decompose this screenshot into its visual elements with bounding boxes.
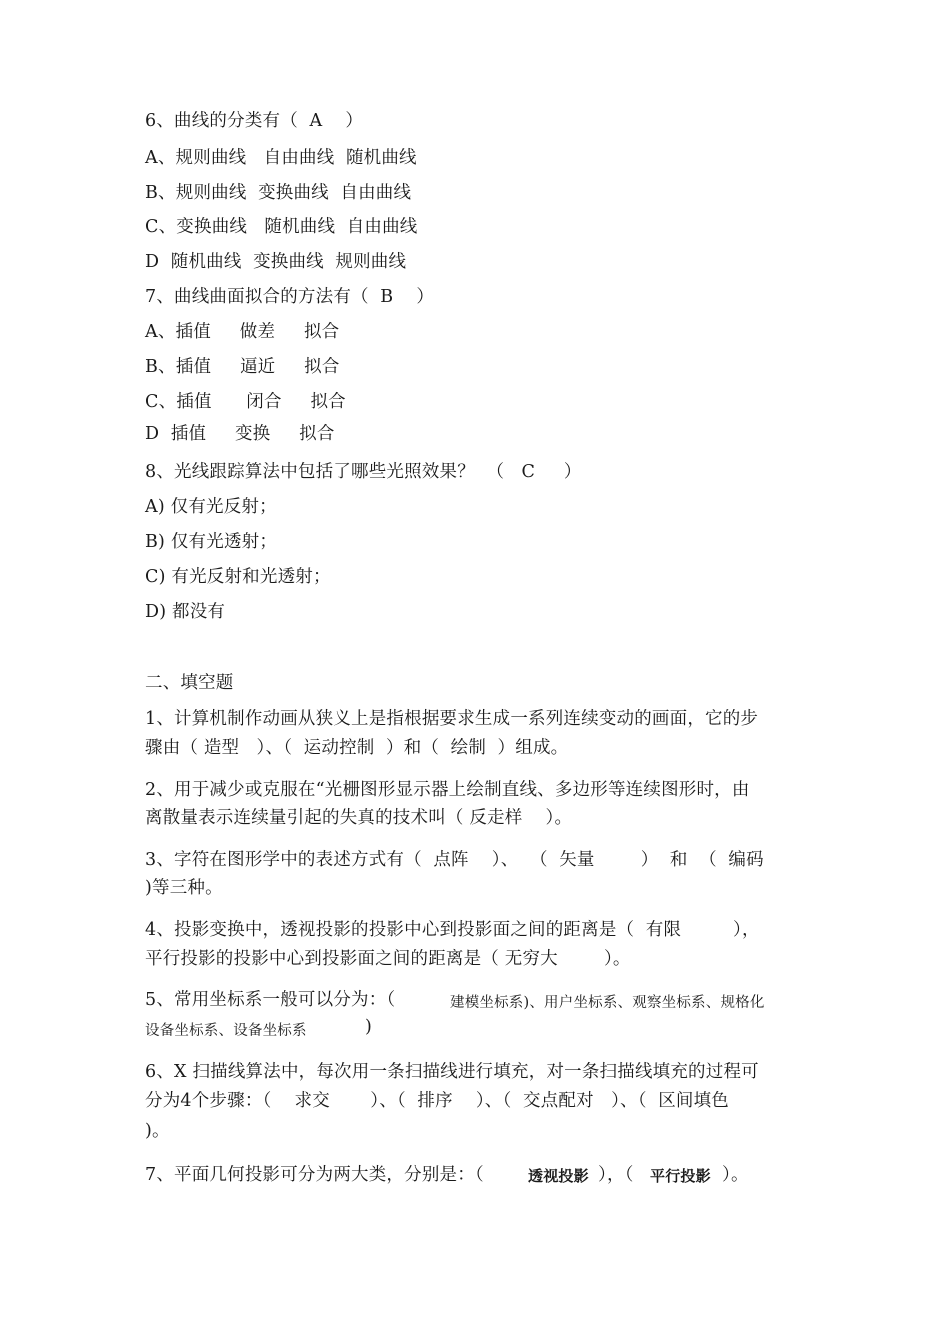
option-b: B、规则曲线 变换曲线 自由曲线 [145,183,412,203]
fill-question-6-end: )。 [145,1121,170,1141]
fill-question-1-cont: 骤由（ 造型 ）、（ 运动控制 ）和（ 绘制 ）组成。 [145,738,569,758]
option-d: D 随机曲线 变换曲线 规则曲线 [145,252,407,272]
option-d: D) 都没有 [145,602,226,622]
fill-question-7-answer-2: 平行投影 [650,1167,711,1185]
option-a: A、插值 做差 拟合 [145,322,340,342]
fill-question-3: 3、字符在图形学中的表述方式有（ 点阵 ）、 （ 矢量 ） 和 （ 编码 [145,850,764,870]
fill-question-5-answer: 建模坐标系)、用户坐标系、观察坐标系、规格化 [450,995,765,1011]
question-7: 7、曲线曲面拟合的方法有（ B ） [145,287,435,307]
fill-question-5: 5、常用坐标系一般可以分为：（ [145,990,396,1010]
fill-question-6-cont: 分为4个步骤：（ 求交 ）、（ 排序 ）、（ 交点配对 ）、（ 区间填色 [145,1091,729,1111]
fill-question-5-cont: 设备坐标系、设备坐标系 [145,1023,307,1039]
option-d: D 插值 变换 拟合 [145,424,335,444]
option-c: C、插值 闭合 拟合 [145,392,346,412]
option-a: A、规则曲线 自由曲线 随机曲线 [145,148,417,168]
fill-question-5-paren: ) [365,1017,373,1037]
section-heading: 二、填空题 [145,673,234,693]
fill-question-7-separator: ），（ [598,1165,634,1185]
fill-question-7: 7、平面几何投影可分为两大类，分别是：（ [145,1165,484,1185]
option-b: B) 仅有光透射； [145,532,278,552]
option-a: A) 仅有光反射； [145,497,277,517]
fill-question-7-answer-1: 透视投影 [528,1167,589,1185]
fill-question-3-cont: )等三种。 [145,878,223,898]
fill-question-2: 2、用于减少或克服在“光栅图形显示器上绘制直线、多边形等连续图形时，由 [145,780,750,800]
option-c: C) 有光反射和光透射； [145,567,331,587]
fill-question-1: 1、计算机制作动画从狭义上是指根据要求生成一系列连续变动的画面，它的步 [145,709,759,729]
fill-question-4-cont: 平行投影的投影中心到投影面之间的距离是（ 无穷大 ）。 [145,949,631,969]
fill-question-7-end: ）。 [722,1165,749,1185]
option-b: B、插值 逼近 拟合 [145,357,340,377]
question-8: 8、光线跟踪算法中包括了哪些光照效果？ （ C ） [145,462,582,482]
question-6: 6、曲线的分类有（ A ） [145,111,364,131]
option-c: C、变换曲线 随机曲线 自由曲线 [145,217,418,237]
fill-question-6: 6、X 扫描线算法中，每次用一条扫描线进行填充，对一条扫描线填充的过程可 [145,1062,759,1082]
fill-question-4: 4、投影变换中，透视投影的投影中心到投影面之间的距离是（ 有限 ）， [145,920,760,940]
fill-question-2-cont: 离散量表示连续量引起的失真的技术叫（ 反走样 ）。 [145,808,573,828]
